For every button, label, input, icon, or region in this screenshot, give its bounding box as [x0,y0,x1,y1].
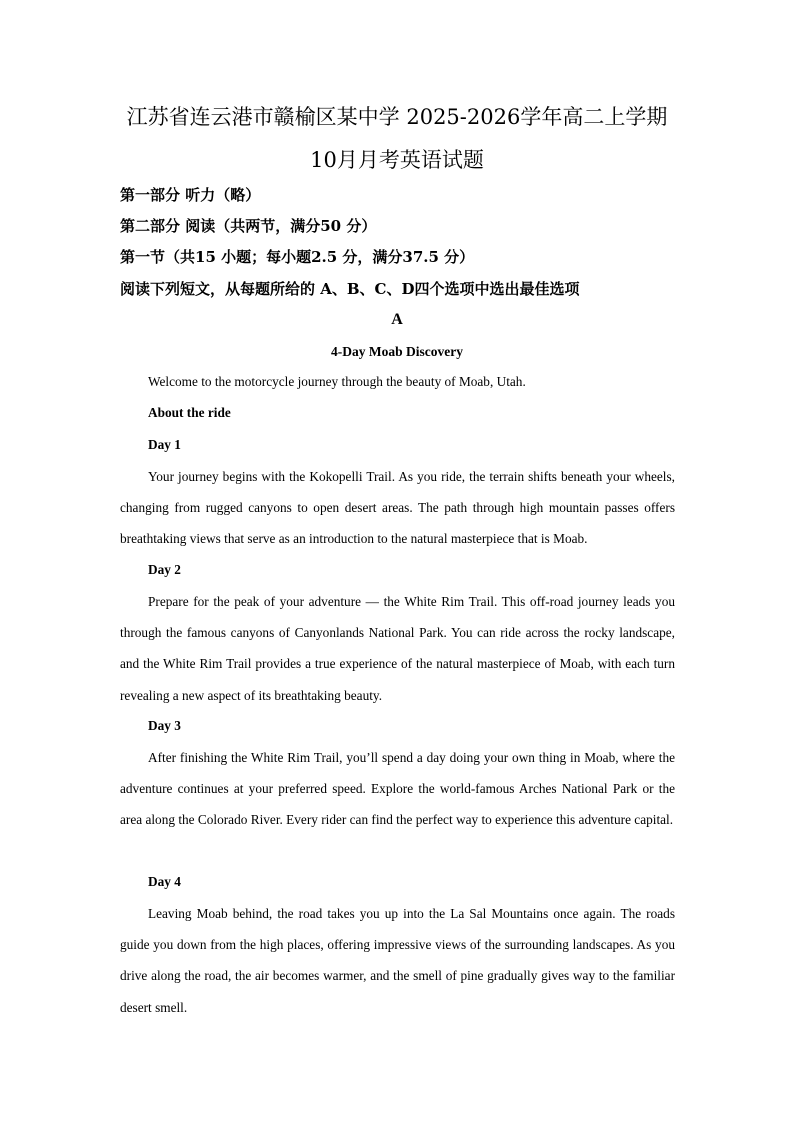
passage-letter: A [391,311,403,328]
day-2-paragraph: Prepare for the peak of your adventure — the White Rim Trail. This off-road journey leads you through the famous canyons of Canyonlands National Park. You can ride across the rocky landscape, and the White Rim Trail provides a true experience of the natural masterpiece of Moab, with each turn revealing a new aspect of its breathtaking beauty. [120,594,675,703]
passage-intro: Welcome to the motorcycle journey through the beauty of Moab, Utah. [148,374,526,389]
reading-instruction: 阅读下列短文，从每题所给的 A、B、C、D四个选项中选出最佳选项 [120,280,580,298]
day-2-label: Day 2 [148,562,181,577]
day-1-label: Day 1 [148,437,181,452]
exam-title-line-2: 10月月考英语试题 [310,148,484,172]
day-3-label: Day 3 [148,718,181,733]
passage-title: 4-Day Moab Discovery [331,344,463,359]
about-heading: About the ride [148,405,231,420]
day-3-paragraph: After finishing the White Rim Trail, you’ll spend a day doing your own thing in Moab, where the adventure continues at your preferred speed. Explore the world-famous Arches National Park or the area along the Colorado River. Every rider can find the perfect way to experience this adventure capital. [120,750,675,828]
part-one-heading: 第一部分 听力（略） [120,186,261,204]
section-one-heading: 第一节（共15 小题；每小题2.5 分，满分37.5 分） [120,248,475,266]
day-1-paragraph: Your journey begins with the Kokopelli Trail. As you ride, the terrain shifts beneath your wheels, changing from rugged canyons to open desert areas. The path through high mountain passes offers breathtaking views that serve as an introduction to the natural masterpiece that is Moab. [120,469,675,547]
exam-title-line-1: 江苏省连云港市赣榆区某中学 2025-2026学年高二上学期 [126,105,668,129]
part-two-heading: 第二部分 阅读（共两节，满分50 分） [120,217,377,235]
day-4-paragraph: Leaving Moab behind, the road takes you up into the La Sal Mountains once again. The roads guide you down from the high places, offering impressive views of the surrounding landscapes. As you drive along the road, the air becomes warmer, and the smell of pine gradually gives way to the familiar desert smell. [120,906,675,1015]
day-4-label: Day 4 [148,874,181,889]
